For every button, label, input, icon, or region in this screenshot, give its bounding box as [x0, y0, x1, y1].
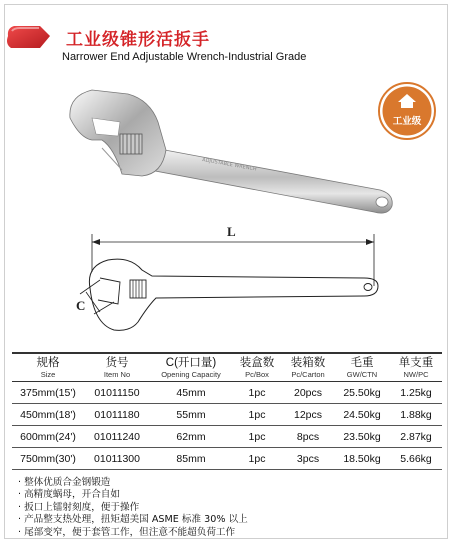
cell-pc-carton: 3pcs	[282, 448, 334, 470]
capacity-label: C	[76, 298, 86, 313]
cell-pc-carton: 8pcs	[282, 426, 334, 448]
cell-gw: 24.50kg	[334, 404, 390, 426]
table-row	[12, 404, 442, 426]
list-item: · 高精度蜗母，开合自如	[18, 489, 120, 501]
feature-list	[18, 477, 248, 539]
cell-gw: 23.50kg	[334, 426, 390, 448]
col-nw-pc: 单支重 NW/PC	[398, 357, 434, 379]
cell-pc-box: 1pc	[232, 448, 282, 470]
dimension-diagram	[70, 222, 390, 346]
red-arrow-icon	[0, 20, 60, 80]
cell-size: 450mm(18')	[12, 404, 84, 426]
length-label: L	[227, 224, 236, 239]
cell-capacity: 62mm	[150, 426, 232, 448]
cell-pc-carton: 20pcs	[282, 382, 334, 404]
cell-item-no: 01011300	[84, 448, 150, 470]
page-subtitle: Narrower End Adjustable Wrench-Industrial Grade	[62, 51, 307, 63]
table-header-row	[12, 353, 442, 382]
col-item-no: 货号 Item No	[103, 357, 131, 379]
cell-pc-box: 1pc	[232, 426, 282, 448]
cell-capacity: 45mm	[150, 382, 232, 404]
industrial-grade-badge	[376, 80, 438, 146]
col-size: 规格 Size	[36, 357, 60, 379]
header	[0, 0, 452, 72]
cell-capacity: 55mm	[150, 404, 232, 426]
svg-text:ADJUSTABLE WRENCH: ADJUSTABLE WRENCH	[201, 157, 258, 173]
cell-pc-box: 1pc	[232, 404, 282, 426]
badge-label: 工业级	[392, 116, 422, 127]
cell-item-no: 01011150	[84, 382, 150, 404]
cell-nw: 1.25kg	[390, 382, 442, 404]
cell-gw: 25.50kg	[334, 382, 390, 404]
wrench-outline-drawing	[70, 222, 390, 342]
cell-pc-carton: 12pcs	[282, 404, 334, 426]
list-item: · 产品整支热处理，扭矩超美国 ASME 标准 30% 以上	[18, 514, 248, 526]
cell-nw: 2.87kg	[390, 426, 442, 448]
cell-size: 750mm(30')	[12, 448, 84, 470]
col-opening-capacity: C(开口量) Opening Capacity	[161, 357, 221, 379]
list-item: · 尾部变窄，便于套管工作，但注意不能超负荷工作	[18, 526, 236, 538]
cell-size: 600mm(24')	[12, 426, 84, 448]
list-item: · 扳口上镭射刻度，便于操作	[18, 501, 140, 513]
cell-nw: 5.66kg	[390, 448, 442, 470]
cell-gw: 18.50kg	[334, 448, 390, 470]
table-row	[12, 426, 442, 448]
page-title: 工业级锥形活扳手	[66, 30, 210, 50]
cell-item-no: 01011240	[84, 426, 150, 448]
table-row	[12, 382, 442, 404]
cell-pc-box: 1pc	[232, 382, 282, 404]
cell-size: 375mm(15')	[12, 382, 84, 404]
wrench-photo	[62, 78, 402, 218]
cell-capacity: 85mm	[150, 448, 232, 470]
spec-table	[12, 352, 442, 470]
col-gw-ctn: 毛重 GW/CTN	[346, 357, 378, 379]
col-pc-carton: 装箱数 Pc/Carton	[290, 357, 326, 379]
cell-item-no: 01011180	[84, 404, 150, 426]
list-item: · 整体优质合金钢锻造	[18, 477, 111, 488]
badge-circle-icon	[376, 80, 438, 142]
col-pc-box: 装盒数 Pc/Box	[239, 357, 275, 379]
cell-nw: 1.88kg	[390, 404, 442, 426]
table-row	[12, 448, 442, 470]
